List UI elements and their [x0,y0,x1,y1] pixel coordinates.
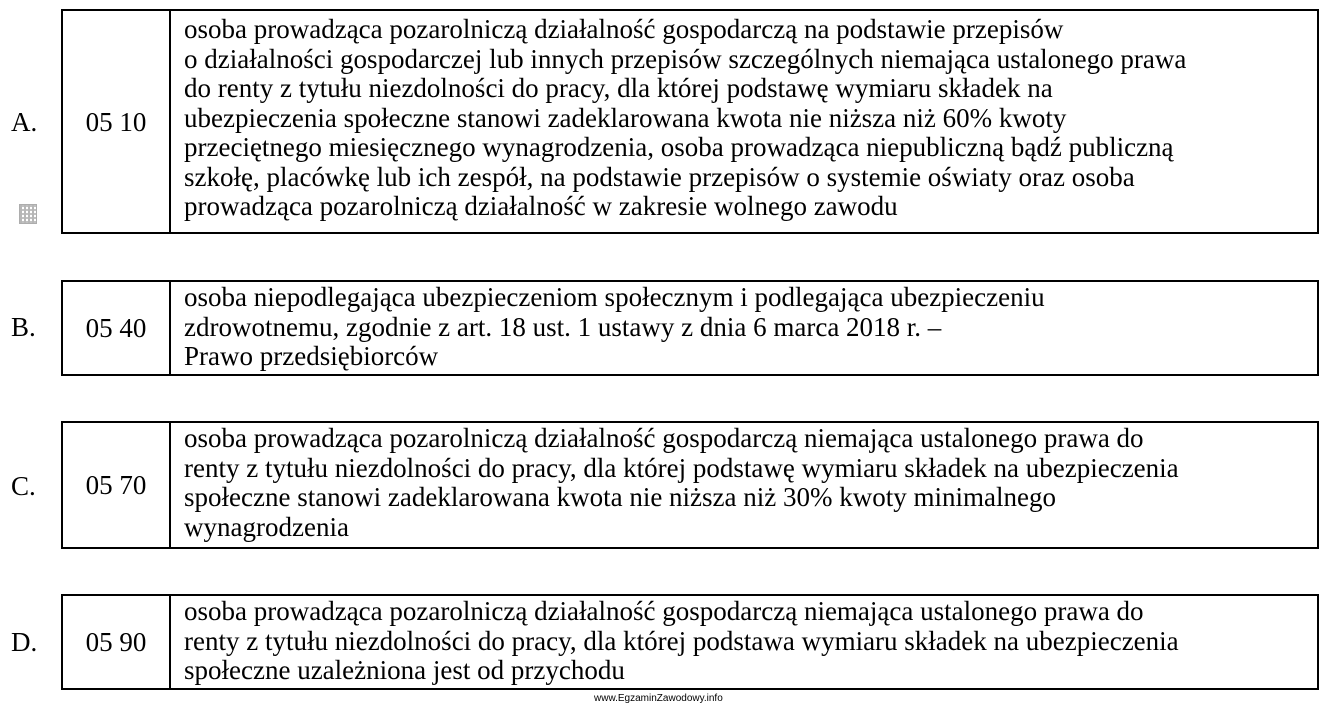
option-description [171,423,1317,547]
option-code: 05 40 [63,282,171,374]
description-line: osoba prowadząca pozarolniczą działalność gospodarczą niemająca ustalonego prawa do [184,596,1144,626]
description-line: szkołę, placówkę lub ich zespół, na podstawie przepisów o systemie oświaty oraz osoba [184,161,1135,192]
option-description [171,282,1317,374]
description-line: osoba prowadząca pozarolniczą działalność gospodarczą na podstawie przepisów [184,14,1064,44]
description-line: o działalności gospodarczej lub innych przepisów szczególnych niemająca ustalonego prawa [184,43,1187,74]
description-line: prowadząca pozarolniczą działalność w zakresie wolnego zawodu [184,191,898,221]
option-description [171,596,1317,688]
description-line: renty z tytułu niezdolności do pracy, dla której podstawa wymiaru składek na ubezpieczenia [184,625,1179,656]
description-line: ubezpieczenia społeczne stanowi zadeklarowana kwota nie niższa niż 60% kwoty [184,102,1067,133]
option-description [171,11,1317,232]
site-watermark: www.EgzaminZawodowy.info [594,693,723,704]
option-code: 05 70 [63,423,171,547]
option-letter: B. [11,312,36,342]
info-qr-icon [19,204,37,224]
option-code: 05 10 [63,11,171,232]
option-box [61,594,1319,690]
option-letter: C. [11,471,36,501]
option-box [61,9,1319,234]
option-box [61,280,1319,376]
description-line: zdrowotnemu, zgodnie z art. 18 ust. 1 ustawy z dnia 6 marca 2018 r. – [184,311,942,342]
description-line: do renty z tytułu niezdolności do pracy, dla której podstawę wymiaru składek na [184,73,1053,103]
description-line: przeciętnego miesięcznego wynagrodzenia, osoba prowadząca niepubliczną bądź publiczną [184,132,1174,162]
description-line: Prawo przedsiębiorców [184,341,439,371]
description-line: społeczne stanowi zadeklarowana kwota nie niższa niż 30% kwoty minimalnego [184,482,1056,512]
option-letter: D. [11,627,38,657]
description-line: renty z tytułu niezdolności do pracy, dla której podstawę wymiaru składek na ubezpieczenia [184,452,1179,483]
option-code: 05 90 [63,596,171,688]
description-line: osoba niepodlegająca ubezpieczeniom społecznym i podlegająca ubezpieczeniu [184,282,1045,312]
option-box [61,421,1319,549]
description-line: wynagrodzenia [184,511,349,542]
description-line: osoba prowadząca pozarolniczą działalność gospodarczą niemająca ustalonego prawa do [184,423,1144,453]
option-letter: A. [11,107,38,137]
description-line: społeczne uzależniona jest od przychodu [184,655,625,685]
